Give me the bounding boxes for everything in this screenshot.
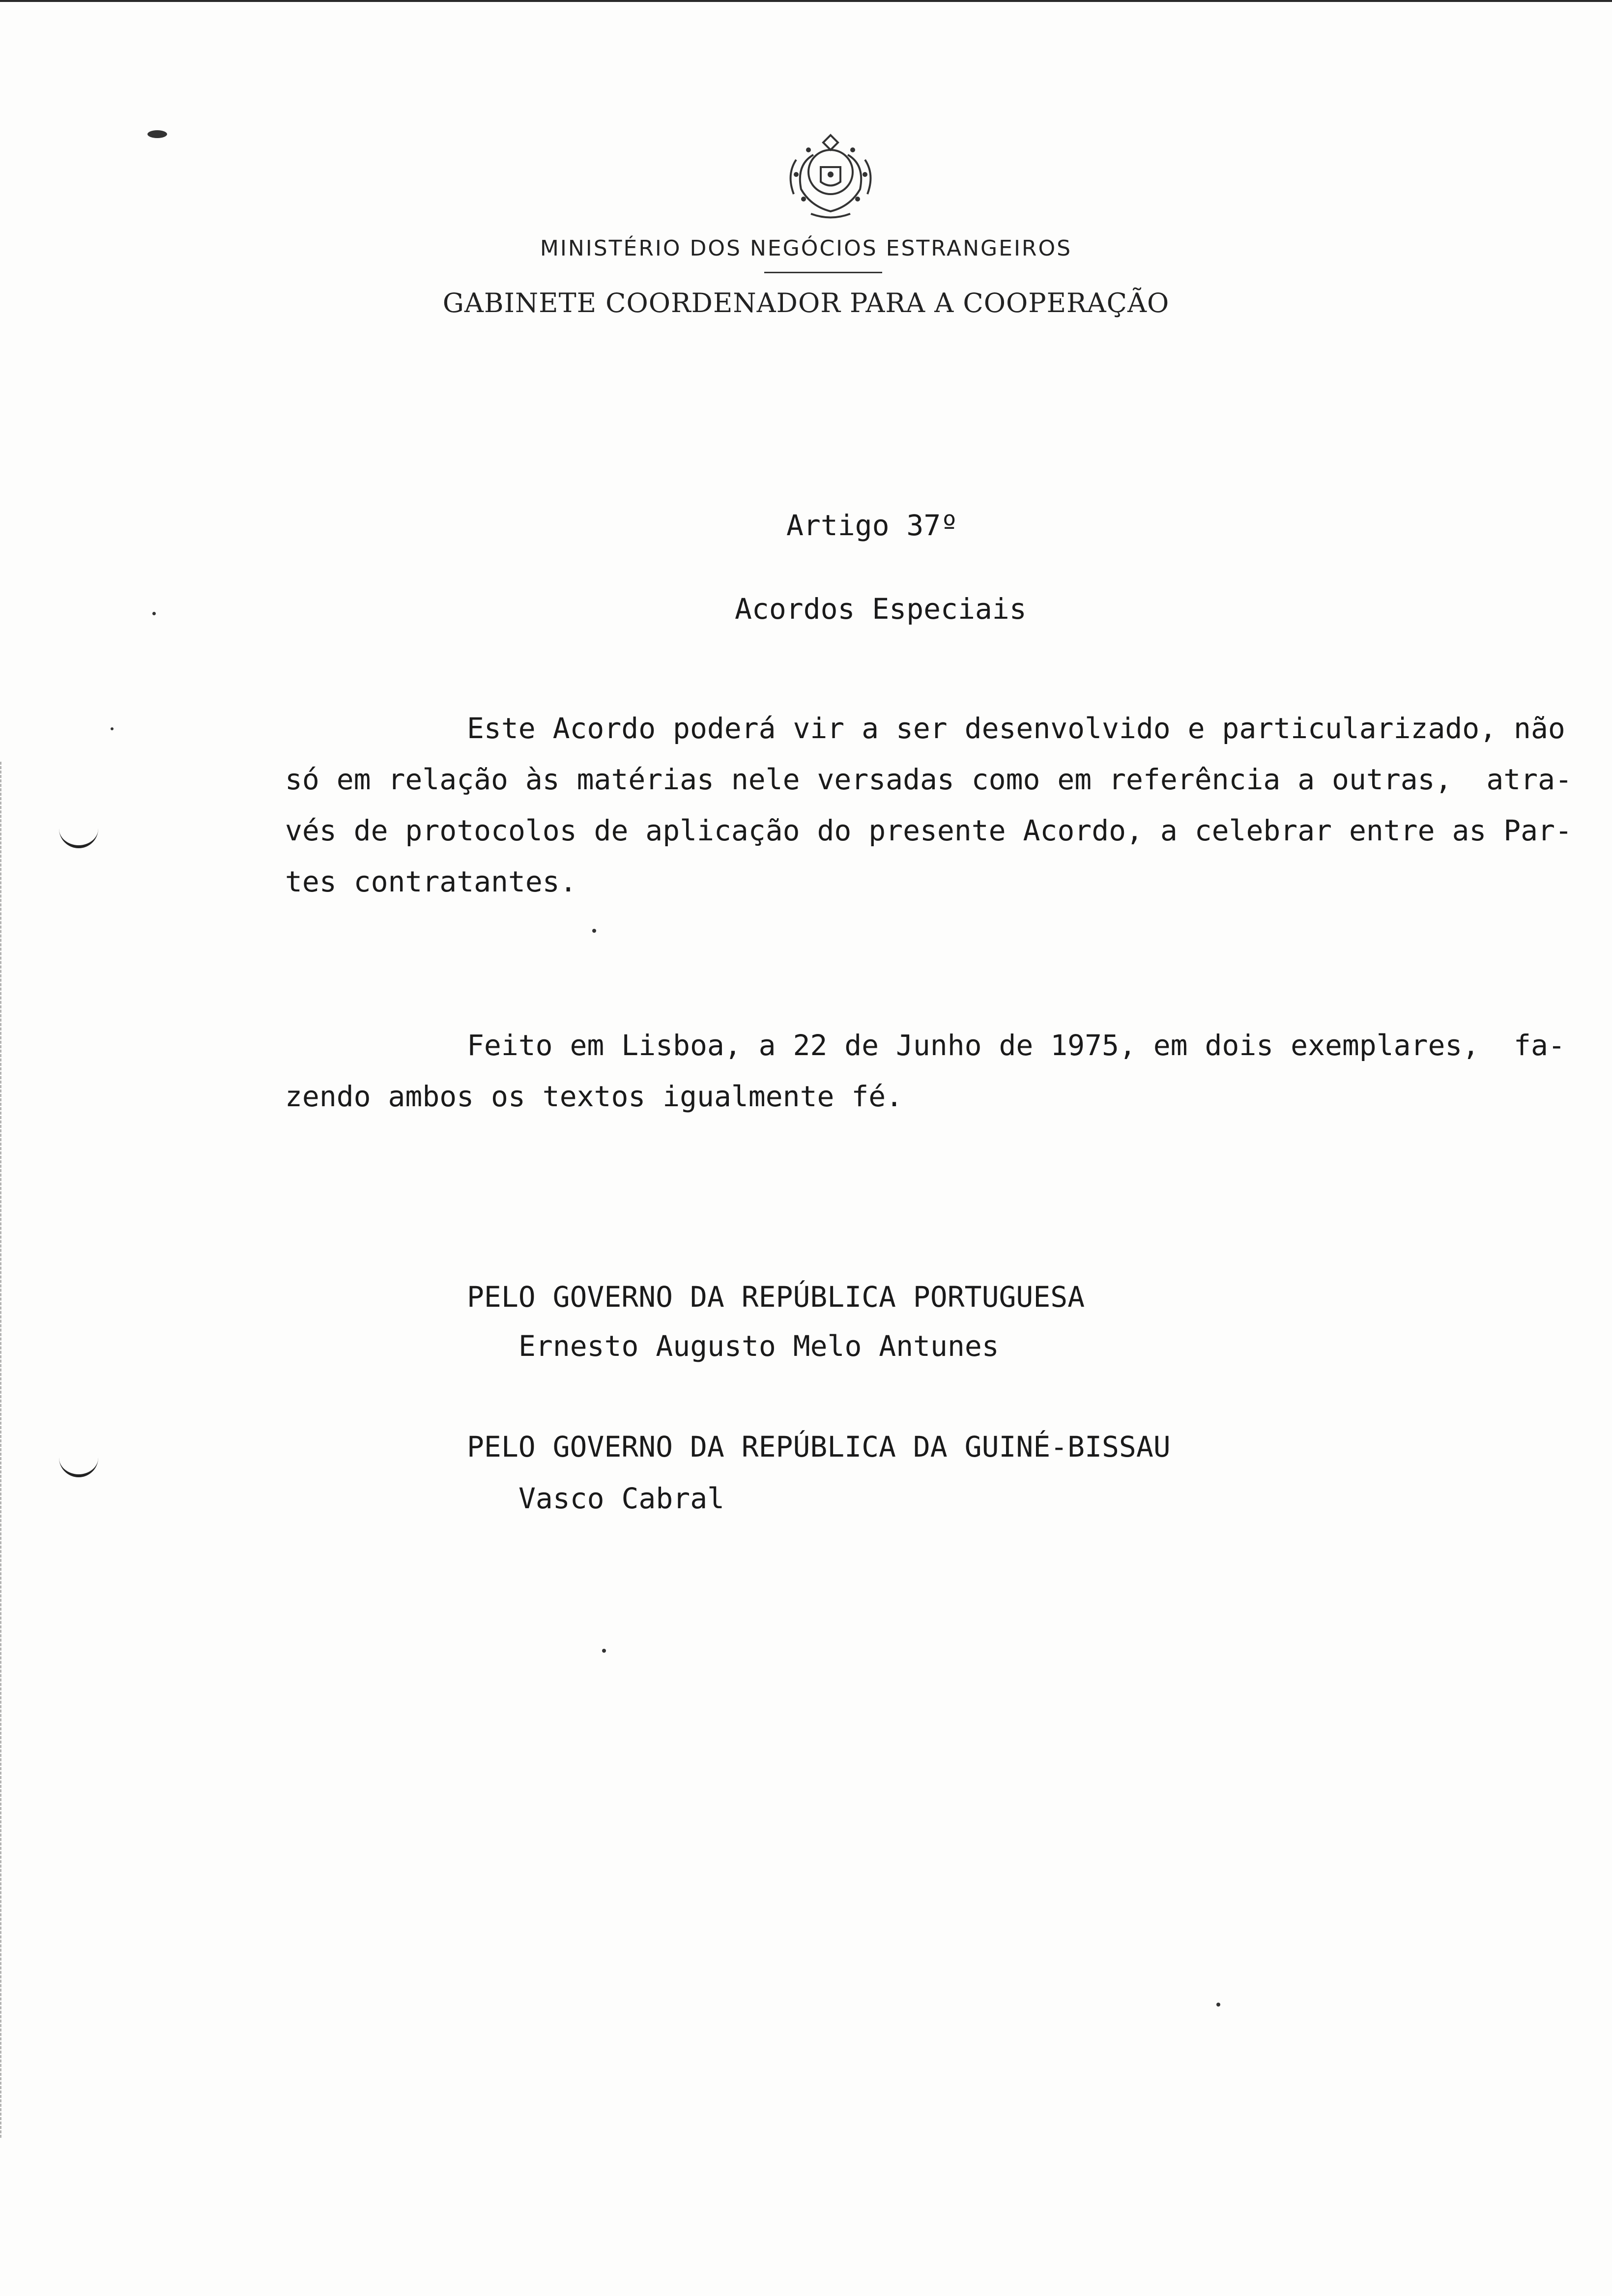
signature-name-guinea-bissau: Vasco Cabral <box>518 1482 725 1515</box>
scan-speck <box>152 612 156 615</box>
scan-speck <box>147 130 167 138</box>
signature-party-guinea-bissau: PELO GOVERNO DA REPÚBLICA DA GUINÉ-BISSAU <box>467 1430 1171 1464</box>
cabinet-heading: GABINETE COORDENADOR PARA A COOPERAÇÃO <box>442 287 1170 318</box>
article-title: Acordos Especiais <box>735 592 1027 626</box>
article-body <box>285 703 1572 907</box>
body-line: tes contratantes. <box>285 865 577 898</box>
scan-speck <box>592 929 596 933</box>
coat-of-arms-emblem-icon <box>767 125 894 224</box>
scan-top-edge <box>0 0 1612 2</box>
ministry-heading: MINISTÉRIO DOS NEGÓCIOS ESTRANGEIROS <box>540 236 1072 261</box>
margin-punch-mark <box>59 1455 98 1477</box>
scan-left-edge <box>0 762 5 2138</box>
margin-punch-mark <box>59 826 98 848</box>
signature-name-portugal: Ernesto Augusto Melo Antunes <box>518 1329 999 1363</box>
closing-line: Feito em Lisboa, a 22 de Junho de 1975, em dois exemplares, fa- <box>467 1029 1565 1062</box>
heading-rule <box>764 272 882 273</box>
closing-paragraph <box>285 1020 1565 1122</box>
body-line: só em relação às matérias nele versadas como em referência a outras, atra- <box>285 763 1572 796</box>
body-line: Este Acordo poderá vir a ser desenvolvido e particularizado, não <box>467 712 1565 745</box>
article-number: Artigo 37º <box>786 509 958 542</box>
body-line: vés de protocolos de aplicação do presente Acordo, a celebrar entre as Par- <box>285 814 1572 847</box>
signature-party-portugal: PELO GOVERNO DA REPÚBLICA PORTUGUESA <box>467 1280 1085 1314</box>
closing-line: zendo ambos os textos igualmente fé. <box>285 1080 903 1113</box>
scan-speck <box>1216 2003 1220 2007</box>
scan-speck <box>111 727 114 730</box>
scan-speck <box>602 1649 606 1653</box>
